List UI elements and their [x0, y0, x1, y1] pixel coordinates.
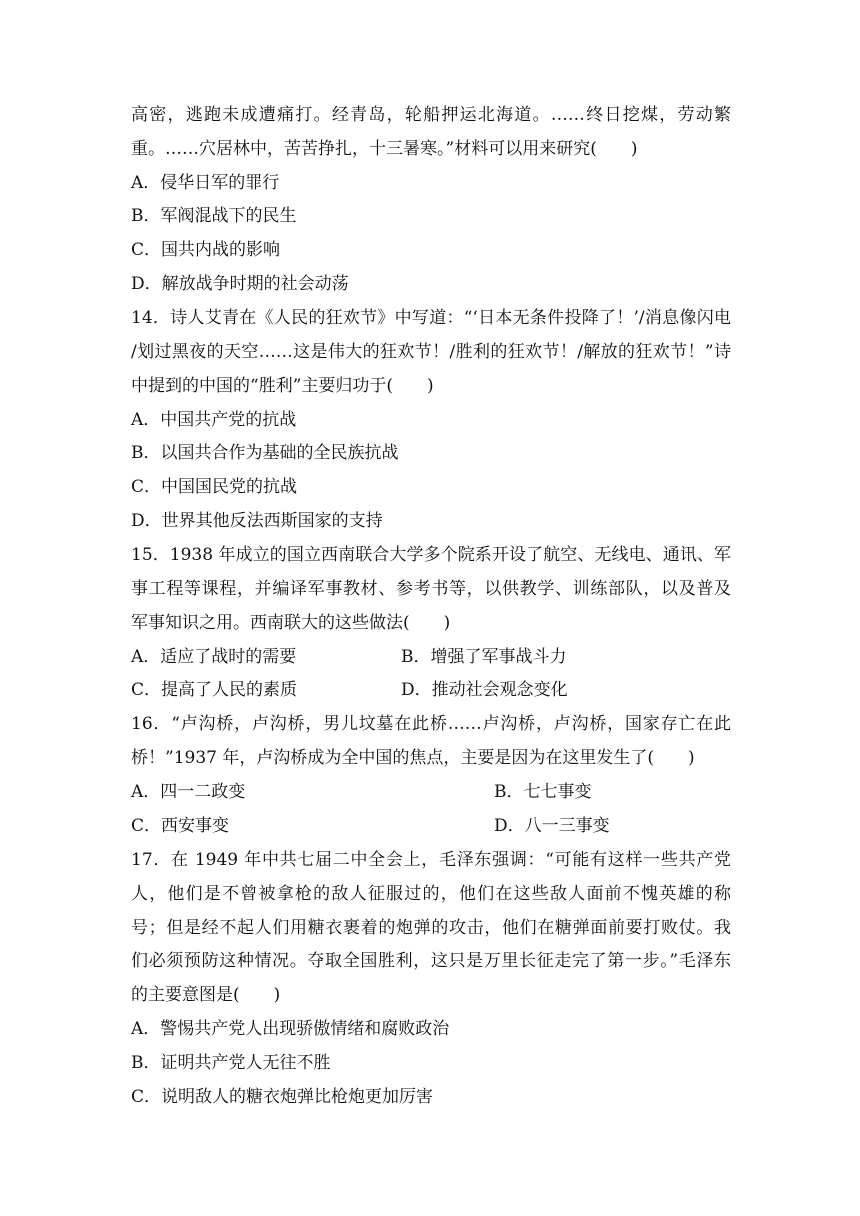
q14-option-a[interactable]: A．中国共产党的抗战 [131, 410, 297, 430]
q17-stem-line-2: 人，他们是不曾被拿枪的敌人征服过的，他们在这些敌人面前不愧英雄的称 [131, 884, 731, 904]
q17-stem-line-5: 的主要意图是( ) [131, 985, 281, 1005]
q17-option-b[interactable]: B．证明共产党人无往不胜 [131, 1053, 331, 1073]
q17-stem-line-3: 号；但是经不起人们用糖衣裹着的炮弹的攻击，他们在糖弹面前要打败仗。我 [131, 918, 731, 938]
q15-option-b[interactable]: B．增强了军事战斗力 [401, 647, 567, 667]
q15-stem-line-1: 15．1938 年成立的国立西南联合大学多个院系开设了航空、无线电、通讯、军 [131, 545, 731, 565]
q16-option-c[interactable]: C．西安事变 [131, 816, 230, 836]
q14-stem-line-1: 14．诗人艾青在《人民的狂欢节》中写道：“‘日本无条件投降了！’/消息像闪电 [131, 308, 731, 328]
q14-option-c[interactable]: C．中国国民党的抗战 [131, 477, 298, 497]
q13-option-d[interactable]: D．解放战争时期的社会动荡 [131, 274, 349, 294]
q13-stem-line-2: 重。……穴居林中，苦苦挣扎，十三暑寒。”材料可以用来研究( ) [131, 139, 638, 159]
q13-stem-line-1: 高密，逃跑未成遭痛打。经青岛，轮船押运北海道。……终日挖煤，劳动繁 [131, 105, 731, 125]
q13-option-b[interactable]: B．军阀混战下的民生 [131, 206, 297, 226]
q14-option-d[interactable]: D．世界其他反法西斯国家的支持 [131, 511, 383, 531]
q14-option-b[interactable]: B．以国共合作为基础的全民族抗战 [131, 443, 399, 463]
q15-stem-line-2: 事工程等课程，并编译军事教材、参考书等，以供教学、训练部队，以及普及 [131, 579, 731, 599]
q16-stem-line-1: 16．“卢沟桥，卢沟桥，男儿坟墓在此桥……卢沟桥，卢沟桥，国家存亡在此 [131, 714, 731, 734]
q17-stem-line-4: 们必须预防这种情况。夺取全国胜利，这只是万里长征走完了第一步。”毛泽东 [131, 951, 731, 971]
q17-option-a[interactable]: A．警惕共产党人出现骄傲情绪和腐败政治 [131, 1019, 450, 1039]
q17-stem-line-1: 17．在 1949 年中共七届二中全会上，毛泽东强调：“可能有这样一些共产党 [131, 850, 731, 870]
q16-option-b[interactable]: B．七七事变 [494, 782, 592, 802]
q13-option-c[interactable]: C．国共内战的影响 [131, 240, 281, 260]
q16-option-d[interactable]: D．八一三事变 [494, 816, 610, 836]
q14-stem-line-3: 中提到的中国的“胜利”主要归功于( ) [131, 376, 434, 396]
q13-option-a[interactable]: A．侵华日军的罪行 [131, 173, 280, 193]
q15-option-d[interactable]: D．推动社会观念变化 [401, 680, 568, 700]
q15-option-c[interactable]: C．提高了人民的素质 [131, 680, 298, 700]
q16-option-a[interactable]: A．四一二政变 [131, 782, 246, 802]
q17-option-c[interactable]: C．说明敌人的糖衣炮弹比枪炮更加厉害 [131, 1087, 434, 1107]
q15-option-a[interactable]: A．适应了战时的需要 [131, 647, 297, 667]
q16-stem-line-2: 桥！”1937 年，卢沟桥成为全中国的焦点，主要是因为在这里发生了( ) [131, 748, 695, 768]
q14-stem-line-2: /划过黑夜的天空……这是伟大的狂欢节！/胜利的狂欢节！/解放的狂欢节！”诗 [131, 342, 731, 362]
q15-stem-line-3: 军事知识之用。西南联大的这些做法( ) [131, 613, 451, 633]
